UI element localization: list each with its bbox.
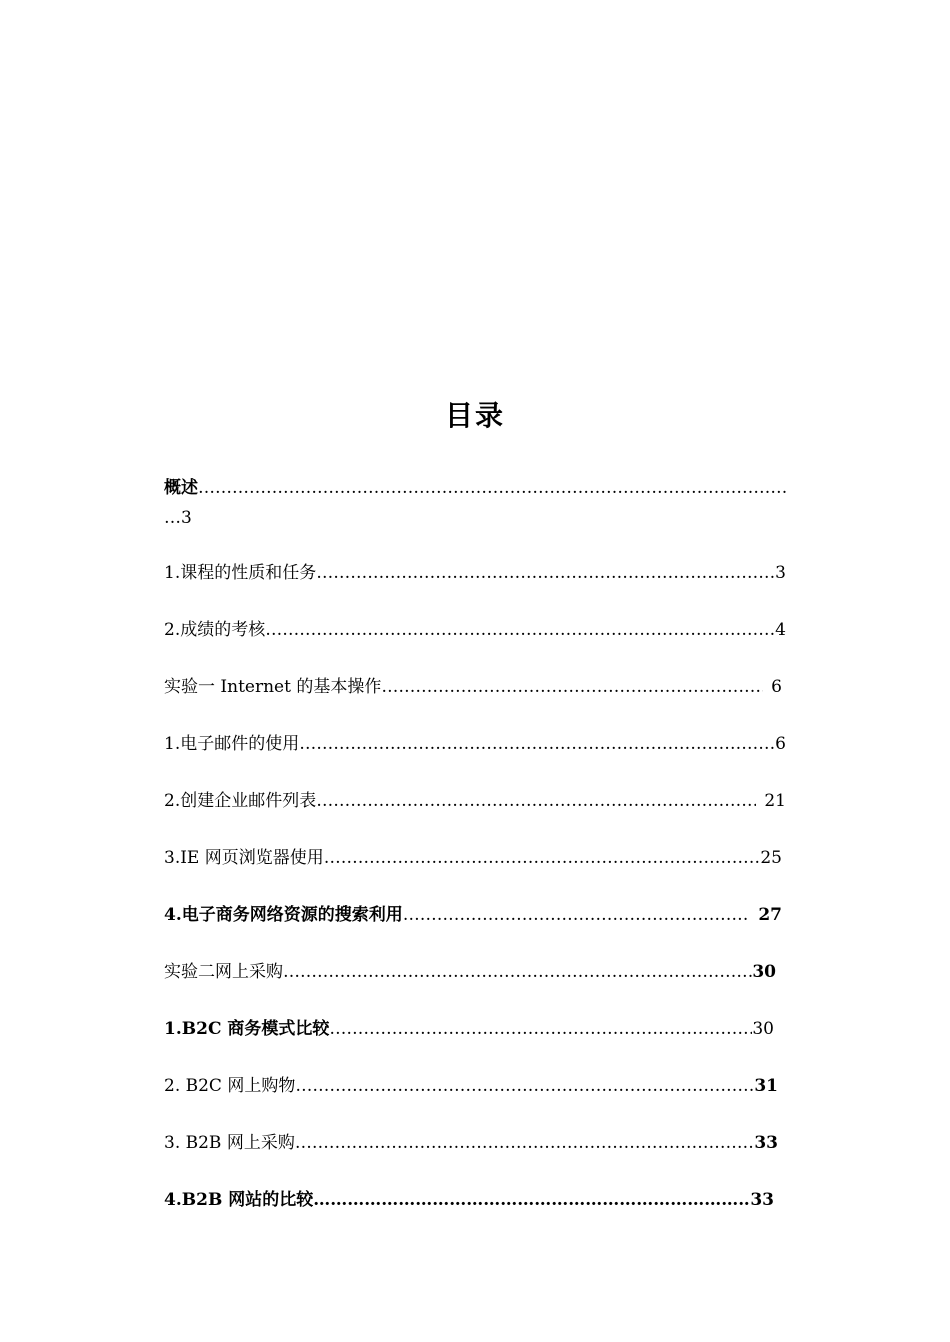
toc-entry-page: 30 bbox=[752, 962, 776, 982]
toc-entry[interactable] bbox=[164, 900, 786, 930]
toc-entry-page: 3 bbox=[775, 563, 786, 583]
toc-entry-page: 25 bbox=[760, 848, 782, 868]
toc-entry-page: …3 bbox=[164, 508, 192, 528]
toc-entry[interactable] bbox=[164, 786, 786, 816]
toc-entry-page: 6 bbox=[775, 734, 786, 754]
toc-entry[interactable] bbox=[164, 1128, 786, 1158]
toc-leader-dots bbox=[403, 900, 751, 930]
toc-leader-dots bbox=[324, 843, 761, 873]
toc-entry-label: 3.IE 网页浏览器使用 bbox=[164, 848, 324, 868]
toc-entry-page: 27 bbox=[758, 905, 782, 925]
toc-entry-label: 2.创建企业邮件列表 bbox=[164, 791, 317, 811]
toc-entry[interactable] bbox=[164, 957, 786, 987]
toc-leader-dots bbox=[295, 1128, 754, 1158]
toc-leader-dots bbox=[299, 729, 775, 759]
toc-leader-dots bbox=[283, 957, 752, 987]
toc-leader-dots bbox=[381, 672, 763, 702]
toc-entry-page: 21 bbox=[764, 791, 786, 811]
toc-entry[interactable] bbox=[164, 1014, 786, 1044]
toc-leader-dots bbox=[295, 1071, 754, 1101]
toc-entry-page: 4 bbox=[775, 620, 786, 640]
toc-entry-page: 31 bbox=[754, 1076, 778, 1096]
toc-leader-dots bbox=[316, 558, 775, 588]
toc-entry[interactable] bbox=[164, 672, 786, 702]
toc-entry-page: 6 bbox=[771, 677, 782, 697]
toc-entry-label: 2. B2C 网上购物 bbox=[164, 1076, 296, 1096]
toc-entry-page: 33 bbox=[754, 1133, 778, 1153]
toc-entry-label: 4.电子商务网络资源的搜索利用 bbox=[164, 905, 403, 925]
toc-entry-label: 实验一 Internet 的基本操作 bbox=[164, 677, 382, 697]
toc-title: 目录 bbox=[444, 399, 505, 432]
toc-entry-label: 实验二网上采购 bbox=[164, 962, 283, 982]
toc-entry-page: 33 bbox=[750, 1190, 774, 1210]
toc-leader-dots bbox=[329, 1014, 752, 1044]
toc-entry[interactable] bbox=[164, 729, 786, 759]
toc-leader-dots bbox=[313, 1185, 750, 1215]
toc-entry[interactable] bbox=[164, 843, 786, 873]
toc-entry[interactable] bbox=[164, 1071, 786, 1101]
toc-entry-label: 1.B2C 商务模式比较 bbox=[164, 1019, 330, 1039]
toc-entry-label: 3. B2B 网上采购 bbox=[164, 1133, 295, 1153]
toc-entry-label: 2.成绩的考核 bbox=[164, 620, 266, 640]
toc-leader-dots bbox=[198, 473, 786, 503]
toc-leader-dots bbox=[265, 615, 775, 645]
toc-entry-overview[interactable] bbox=[164, 473, 786, 533]
toc-entry[interactable] bbox=[164, 615, 786, 645]
table-of-contents bbox=[164, 473, 786, 1215]
toc-entry-label: 1.电子邮件的使用 bbox=[164, 734, 300, 754]
toc-leader-dots bbox=[316, 786, 756, 816]
toc-entry-label: 4.B2B 网站的比较 bbox=[164, 1190, 314, 1210]
toc-entry-label: 概述 bbox=[164, 478, 198, 498]
toc-entry-label: 1.课程的性质和任务 bbox=[164, 563, 317, 583]
toc-entry[interactable] bbox=[164, 558, 786, 588]
toc-entry-page: 30 bbox=[752, 1019, 774, 1039]
toc-entry[interactable] bbox=[164, 1185, 786, 1215]
